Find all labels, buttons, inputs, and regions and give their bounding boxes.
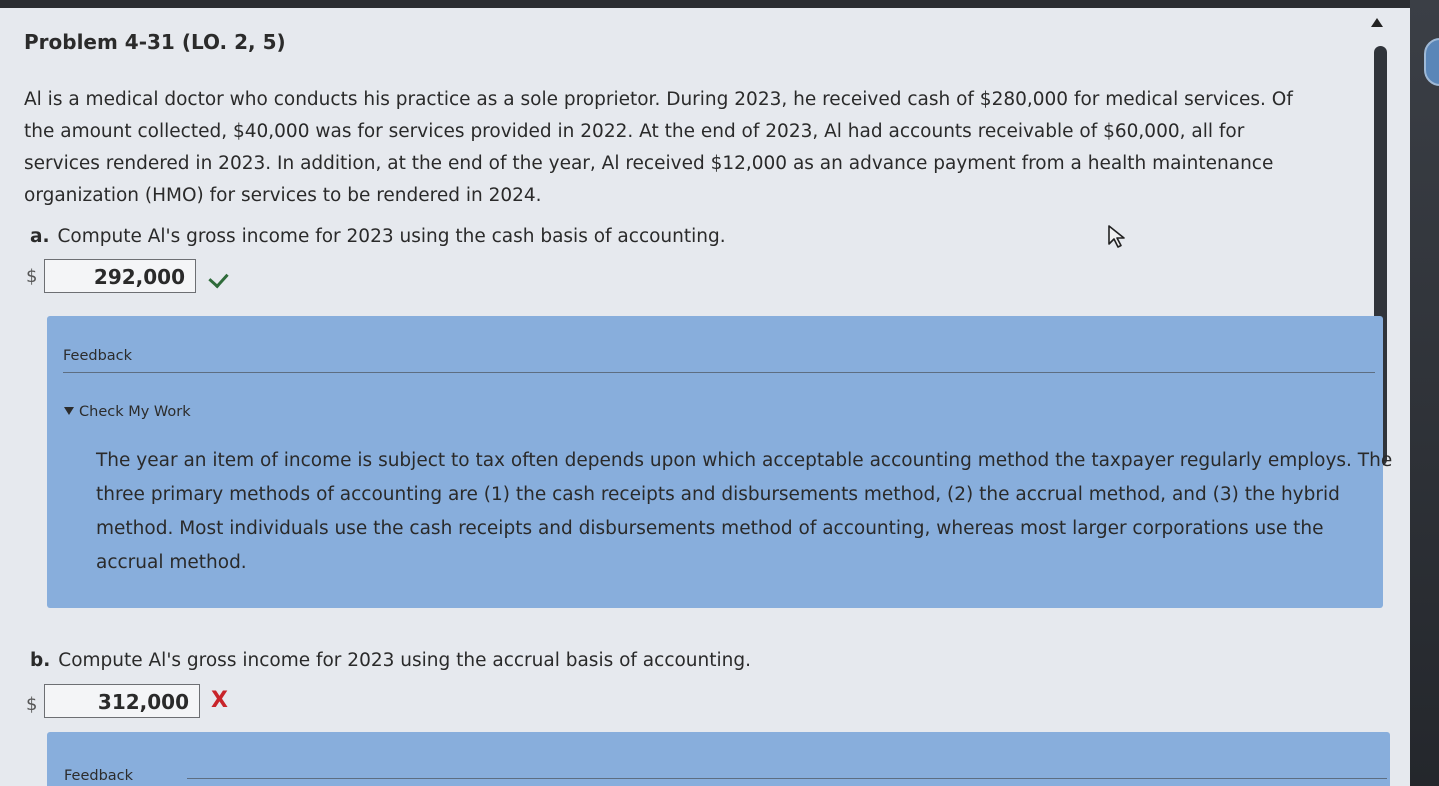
part-a-question-text: Compute Al's gross income for 2023 using the cash basis of accounting.: [57, 226, 726, 247]
check-my-work-toggle[interactable]: [64, 404, 191, 420]
problem-page: [0, 8, 1410, 786]
caret-down-icon: [64, 407, 74, 415]
problem-text: Al is a medical doctor who conducts his practice as a sole proprietor. During 2023, he received cash of $280,000 for medical services. Of the amount collected, $40,000 was for services provided in 2022. At the end of 2023, Al had accounts receivable of $60,000, all for services rendered in 2023. In addition, at the end of the year, Al received $12,000 as an advance payment from a health maintenance organization (HMO) for services to be rendered in 2024.: [24, 89, 1293, 206]
part-a-question: [30, 226, 726, 247]
scroll-up-icon[interactable]: [1371, 18, 1383, 27]
feedback-divider: [63, 372, 1375, 373]
cursor-icon: [1106, 224, 1130, 250]
feedback-divider: [187, 778, 1387, 779]
part-b-currency: $: [26, 694, 38, 715]
part-b-feedback-panel: [47, 732, 1390, 786]
part-a-answer-input[interactable]: 292,000: [44, 259, 196, 293]
part-b-question: [30, 650, 751, 671]
part-a-feedback-label: Feedback: [63, 348, 133, 364]
check-icon: [208, 268, 228, 289]
part-b-question-text: Compute Al's gross income for 2023 using the accrual basis of accounting.: [58, 650, 752, 671]
check-my-work-label: Check My Work: [79, 404, 191, 420]
window-edge: [1410, 0, 1439, 786]
part-a-feedback-panel: [47, 316, 1393, 608]
part-b-letter: b.: [30, 650, 51, 671]
side-widget-button[interactable]: [1424, 38, 1439, 86]
part-a-currency: $: [26, 266, 38, 287]
part-a-letter: a.: [30, 226, 50, 247]
part-a-feedback-text: The year an item of income is subject to tax often depends upon which acceptable accounting method the taxpayer regularly employs. The three primary methods of accounting are (1) the cash receipts and disbursements method, (2) the accrual method, and (3) the hybrid method. Most individuals use the cash receipts and disbursements method of accounting, whereas most larger corporations use the accrual method.: [96, 450, 1393, 573]
problem-title: Problem 4-31 (LO. 2, 5): [24, 30, 286, 54]
part-b-answer-input[interactable]: 312,000: [44, 684, 200, 718]
part-b-feedback-label: Feedback: [64, 768, 134, 784]
x-icon: X: [211, 688, 228, 713]
